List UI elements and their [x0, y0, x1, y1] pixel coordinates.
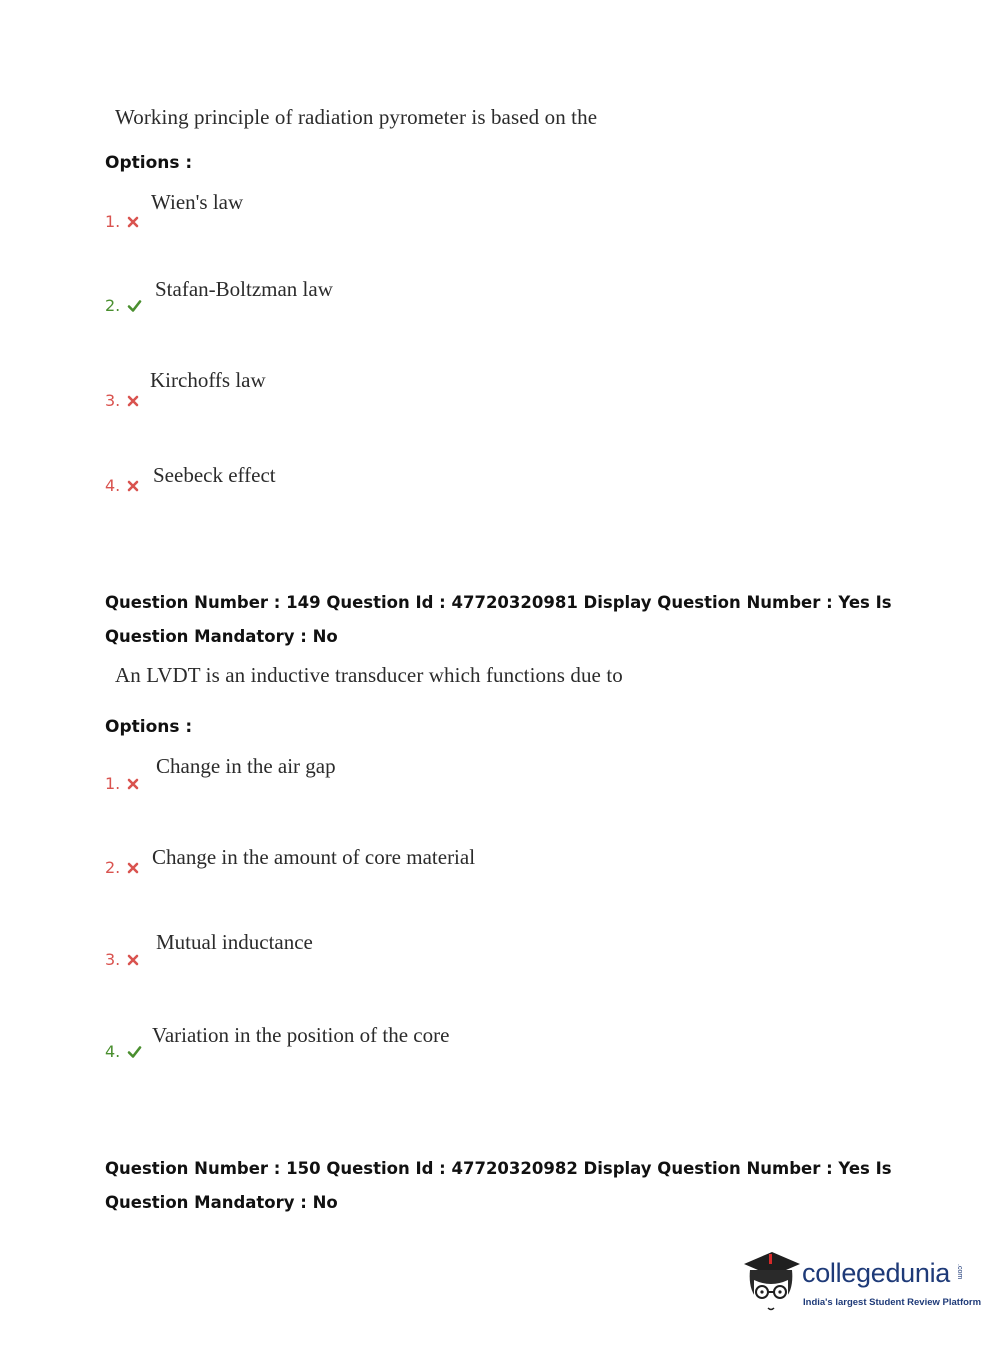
option-number-label: 1. [105, 212, 121, 231]
option-number [105, 296, 143, 315]
option-number-label: 2. [105, 296, 121, 315]
option-number-label: 1. [105, 774, 121, 793]
option-number-label: 3. [105, 950, 121, 969]
option-number [105, 950, 140, 969]
option-number-label: 2. [105, 858, 121, 877]
option-text: Seebeck effect [153, 463, 276, 487]
cross-icon [126, 777, 140, 791]
option-number [105, 212, 140, 231]
option-text: Wien's law [151, 190, 244, 214]
option-number-label: 4. [105, 1042, 121, 1061]
collegedunia-logo [740, 1250, 982, 1320]
option-number [105, 858, 140, 877]
option-number-label: 4. [105, 476, 121, 495]
logo-suffix: .com [956, 1264, 963, 1280]
option-number [105, 476, 140, 495]
option-number [105, 774, 140, 793]
option-number-label: 3. [105, 391, 121, 410]
options-label: Options : [105, 717, 193, 737]
question-text: Working principle of radiation pyrometer is based on the [115, 105, 598, 129]
cross-icon [126, 215, 140, 229]
check-icon [126, 1045, 143, 1059]
options-label: Options : [105, 153, 193, 173]
question-text: An LVDT is an inductive transducer which functions due to [115, 663, 623, 687]
logo-wordmark: collegedunia [802, 1258, 951, 1288]
cross-icon [126, 861, 140, 875]
option-text: Stafan-Boltzman law [155, 277, 333, 301]
option-text: Mutual inductance [156, 930, 313, 954]
option-text: Change in the air gap [156, 754, 336, 778]
check-icon [126, 299, 143, 313]
cross-icon [126, 394, 140, 408]
option-number [105, 391, 140, 410]
option-text: Kirchoffs law [150, 368, 266, 392]
cross-icon [126, 953, 140, 967]
cross-icon [126, 479, 140, 493]
logo-tagline: India's largest Student Review Platform [803, 1297, 982, 1308]
option-number [105, 1042, 143, 1061]
question-header: Question Number : 150 Question Id : 47720320982 Display Question Number : Yes Is Question Mandatory : No [105, 1159, 892, 1212]
option-text: Change in the amount of core material [152, 845, 476, 869]
mascot-icon [740, 1250, 802, 1320]
question-header: Question Number : 149 Question Id : 47720320981 Display Question Number : Yes Is Question Mandatory : No [105, 593, 892, 646]
option-text: Variation in the position of the core [152, 1023, 450, 1047]
